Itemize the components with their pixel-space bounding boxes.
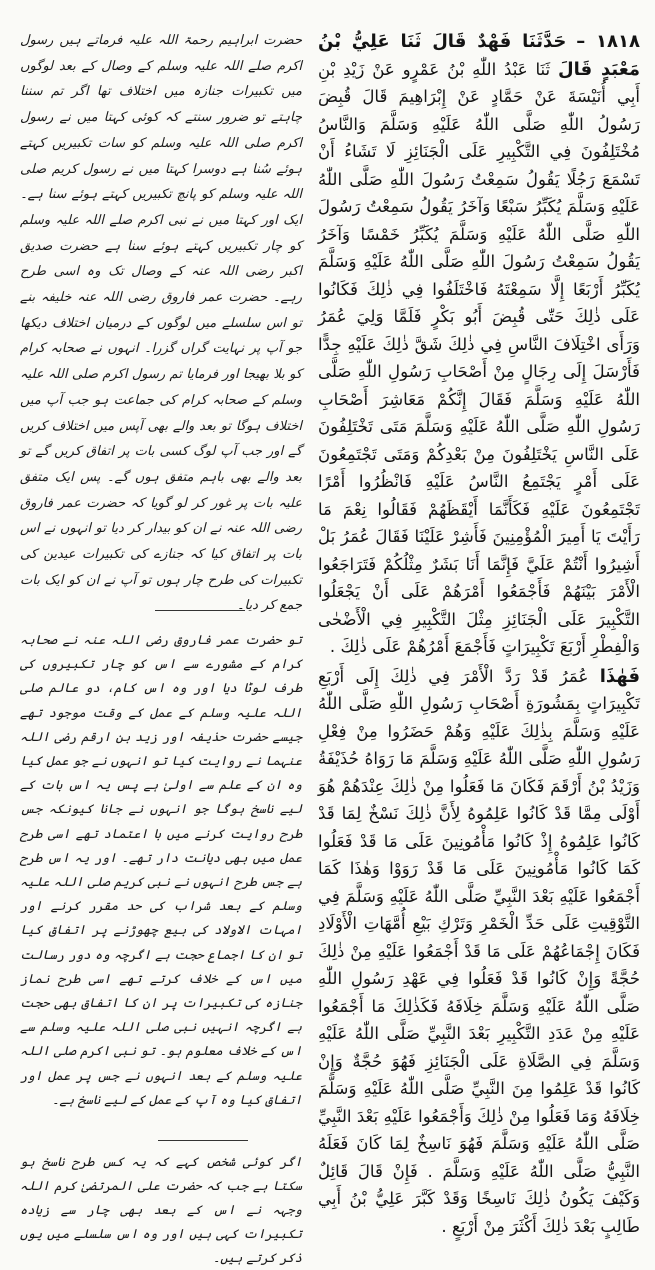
hadith-paragraph [318, 28, 640, 661]
urdu-translation-paragraph-1: حضرت ابراہیم رحمۃ اللہ علیہ فرماتے ہیں رسول اکرم صلے اللہ علیہ وسلم کے وصال کے بعد لوگوں میں تکبیرات جنازہ میں اختلاف تھا اگر تم سننا چاہتے تو ضرور سنتے کہ کوئی کہتا میں نے رسول اکرم صلی اللہ علیہ وسلم کو سات تکبیریں کہتے ہوئے سُنا ہے دوسرا کہتا میں نے رسول کریم صلی اللہ علیہ وسلم کو پانچ تکبیریں کہتے ہوئے سنا ہے۔ ایک اور کہتا میں نے نبی اکرم صلے اللہ علیہ وسلم کو چار تکبیریں کہتے ہوئے سنا ہے حضرت صدیق اکبر رضی اللہ عنہ کے وصال تک وہ اسی طرح رہے۔ حضرت عمر فاروق رضی اللہ عنہ خلیفہ بنے تو اس سلسلے میں لوگوں کے درمیان اختلاف دیکھا جو آپ پر نہایت گراں گزرا۔ انہوں نے صحابہ کرام کو بلا بھیجا اور فرمایا تم رسول اکرم صلی اللہ علیہ وسلم کے صحابہ کرام کی جماعت ہو جب آپ میں اختلاف ہوگا تو بعد والے بھی آپس میں اختلاف کریں گے اور جب آپ لوگ کسی بات پر اتفاق کریں گے تو بعد والے بھی باہم متفق ہوں گے۔ پس ایک متفق علیہ بات پر غور کر لو گویا کہ حضرت عمر فاروق رضی اللہ عنہ نے ان کو بیدار کر دیا تو انہوں نے اس بات پر اتفاق کیا کہ جنازے کی تکبیرات عیدین کی تکبیرات کی طرح چار ہوں تو آپ نے ان کو ایک بات جمع کر دیا۔ [20, 33, 302, 614]
commentary-heading: فَهٰذَا [599, 665, 641, 687]
section-divider [158, 1140, 248, 1141]
commentary-paragraph [318, 663, 640, 1241]
hadith-number: ١٨١٨ – [576, 31, 640, 52]
isnad-heading: حَدَّثَنَا فَهْدٌ قَالَ ثَنَا عَلِيُّ بْنُ مَعْبَدٍ قَالَ [318, 31, 640, 80]
section-divider [155, 610, 245, 611]
urdu-translation-paragraph-2: تو حضرت عمر فاروق رضی اللہ عنہ نے صحابہ کرام کے مشورے سے اس کو چار تکبیروں کی طرف لوٹا دیا اور وہ اس کام، دو عالم صلی اللہ علیہ وسلم کے عمل کے وقت موجود تھے جیسے حضرت حذیفہ اور زید بن ارقم رضی اللہ عنہما نے روایت کیا تو انہوں نے جو عمل کیا وہ ان کے علم سے اولیٰ ہے پس یہ اس بات کے لیے ناسخ ہوگا جو انہوں نے جانا کیونکہ جس طرح روایت کرنے میں با اعتماد تھے اسی طرح عمل میں بھی دیانت دار تھے۔ اور یہ اس طرح ہے جس طرح انہوں نے نبی کریم صلی اللہ علیہ وسلم کے بعد شراب کی حد مقرر کرنے اور امہات الاولاد کی بیع چھوڑنے پر اتفاق کیا تو ان کا اجماع حجت ہے اگرچہ وہ دور رسالت میں اس کے خلاف کرتے تھے اسی طرح نماز جنازہ کی تکبیرات پر ان کا اتفاق بھی حجت ہے اگرچہ انہیں نبی صلی اللہ علیہ وسلم سے اس کے خلاف معلوم ہو۔ تو نبی اکرم صلی اللہ علیہ وسلم کے بعد انہوں نے جس پر عمل اور اتفاق کیا وہ آپ کے عمل کے لیے ناسخ ہے۔ [20, 632, 302, 1107]
urdu-translation-paragraph-3: اگر کوئی شخص کہے کہ یہ کس طرح ناسخ ہو سکتا ہے جب کہ حضرت علی المرتضیٰ کرم اللہ وجہہ نے اس کے بعد بھی چار سے زیادہ تکبیرات کہی ہیں اور وہ اس سلسلے میں یوں ذکر کرتے ہیں۔ [20, 1154, 302, 1265]
commentary-body: عُمَرُ قَدْ رَدَّ الْأَمْرَ فِي ذٰلِكَ إِلَى أَرْبَعِ تَكْبِيرَاتٍ بِمَشُورَةِ أَصْحَابِ رَسُولِ اللّٰهِ صَلَّى اللّٰهُ عَلَيْهِ وَسَلَّمَ بِذٰلِكَ عَلَيْهِ وَهُمْ حَضَرُوا مِنْ فِعْلِ رَسُولِ اللّٰهِ صَلَّى اللّٰهُ عَلَيْهِ وَسَلَّمَ مَا رَوَاهُ حُذَيْفَةُ وَزَيْدُ بْنُ أَرْقَمَ فَكَانَ مَا فَعَلُوا مِنْ ذٰلِكَ عِنْدَهُمْ هُوَ أَوْلَى مِمَّا قَدْ كَانُوا عَلِمُوهُ لِأَنَّ ذٰلِكَ نَسْخٌ لِمَا قَدْ كَانُوا عَلِمُوهُ إِذْ كَانُوا مَأْمُونِينَ عَلَى مَا قَدْ فَعَلُوا كَمَا كَانُوا مَأْمُونِينَ عَلَى مَا قَدْ رَوَوْا وَهٰذَا كَمَا أَجْمَعُوا عَلَيْهِ بَعْدَ النَّبِيِّ صَلَّى اللّٰهُ عَلَيْهِ وَسَلَّمَ فِي التَّوْقِيتِ عَلَى حَدِّ الْخَمْرِ وَتَرْكِ بَيْعِ أُمَّهَاتِ الْأَوْلَادِ فَكَانَ إِجْمَاعُهُمْ عَلَى مَا قَدْ أَجْمَعُوا عَلَيْهِ مِنْ ذٰلِكَ حُجَّةً وَإِنْ كَانُوا قَدْ فَعَلُوا فِي عَهْدِ رَسُولِ اللّٰهِ صَلَّى اللّٰهُ عَلَيْهِ وَسَلَّمَ خِلَافَهُ فَكَذٰلِكَ مَا أَجْمَعُوا عَلَيْهِ مِنْ عَدَدِ التَّكْبِيرِ بَعْدَ النَّبِيِّ صَلَّى اللّٰهُ عَلَيْهِ وَسَلَّمَ فِي الصَّلَاةِ عَلَى الْجَنَائِزِ فَهُوَ حُجَّةٌ وَإِنْ كَانُوا قَدْ عَلِمُوا مِنَ النَّبِيِّ صَلَّى اللّٰهُ عَلَيْهِ وَسَلَّمَ خِلَافَهُ وَمَا فَعَلُوا مِنْ ذٰلِكَ وَأَجْمَعُوا عَلَيْهِ بَعْدَ النَّبِيِّ صَلَّى اللّٰهُ عَلَيْهِ وَسَلَّمَ فَهُوَ نَاسِخٌ لِمَا كَانَ فَعَلَهُ النَّبِيُّ صَلَّى اللّٰهُ عَلَيْهِ وَسَلَّمَ . فَإِنْ قَالَ قَائِلٌ وَكَيْفَ يَكُونُ ذٰلِكَ نَاسِخًا وَقَدْ كَبَّرَ عَلِيُّ بْنُ أَبِي طَالِبٍ بَعْدَ ذٰلِكَ أَكْثَرَ مِنْ أَرْبَعٍ . [318, 666, 640, 1236]
hadith-body: ثَنَا عَبْدُ اللّٰهِ بْنُ عَمْرٍو عَنْ زَيْدِ بْنِ أَبِي أُنَيْسَةَ عَنْ حَمَّادٍ عَنْ إِبْرَاهِيمَ قَالَ قُبِضَ رَسُولُ اللّٰهِ صَلَّى اللّٰهُ عَلَيْهِ وَسَلَّمَ وَالنَّاسُ مُخْتَلِفُونَ فِي التَّكْبِيرِ عَلَى الْجَنَائِزِ لَا تَشَاءُ أَنْ تَسْمَعَ رَجُلًا يَقُولُ سَمِعْتُ رَسُولَ اللّٰهِ صَلَّى اللّٰهُ عَلَيْهِ وَسَلَّمَ يُكَبِّرُ سَبْعًا وَآخَرُ يَقُولُ سَمِعْتُ رَسُولَ اللّٰهِ صَلَّى اللّٰهُ عَلَيْهِ وَسَلَّمَ يُكَبِّرُ خَمْسًا وَآخَرُ يَقُولُ سَمِعْتُ رَسُولَ اللّٰهِ صَلَّى اللّٰهُ عَلَيْهِ وَسَلَّمَ يُكَبِّرُ أَرْبَعًا إِلَّا سَمِعْتَهُ فَاخْتَلَفُوا فِي ذٰلِكَ فَكَانُوا عَلَى ذٰلِكَ حَتّٰى قُبِضَ أَبُو بَكْرٍ فَلَمَّا وَلِيَ عُمَرُ وَرَأَى اخْتِلَافَ النَّاسِ فِي ذٰلِكَ شَقَّ ذٰلِكَ عَلَيْهِ جِدًّا فَأَرْسَلَ إِلَى رِجَالٍ مِنْ أَصْحَابِ رَسُولِ اللّٰهِ صَلَّى اللّٰهُ عَلَيْهِ وَسَلَّمَ فَقَالَ إِنَّكُمْ مَعَاشِرَ أَصْحَابِ رَسُولِ اللّٰهِ صَلَّى اللّٰهُ عَلَيْهِ وَسَلَّمَ مَتَى تَخْتَلِفُونَ عَلَى النَّاسِ يَخْتَلِفُونَ مِنْ بَعْدِكُمْ وَمَتَى تَجْتَمِعُونَ عَلَى أَمْرٍ يَجْتَمِعُ النَّاسُ عَلَيْهِ فَانْظُرُوا أَمْرًا تَجْتَمِعُونَ عَلَيْهِ فَكَأَنَّمَا أَيْقَظَهُمْ فَقَالُوا نِعْمَ مَا رَأَيْتَ يَا أَمِيرَ الْمُؤْمِنِينَ فَأَشِرْ عَلَيْنَا فَقَالَ عُمَرُ بَلْ أَشِيرُوا أَنْتُمْ عَلَيَّ فَإِنَّمَا أَنَا بَشَرٌ مِثْلُكُمْ فَتَرَاجَعُوا الْأَمْرَ بَيْنَهُمْ فَأَجْمَعُوا أَمْرَهُمْ عَلَى أَنْ يَجْعَلُوا التَّكْبِيرَ عَلَى الْجَنَائِزِ مِثْلَ التَّكْبِيرِ فِي الْأَضْحٰى وَالْفِطْرِ أَرْبَعَ تَكْبِيرَاتٍ فَأَجْمَعَ أَمْرُهُمْ عَلَى ذٰلِكَ . [318, 59, 640, 656]
arabic-hadith-column [318, 28, 640, 1248]
